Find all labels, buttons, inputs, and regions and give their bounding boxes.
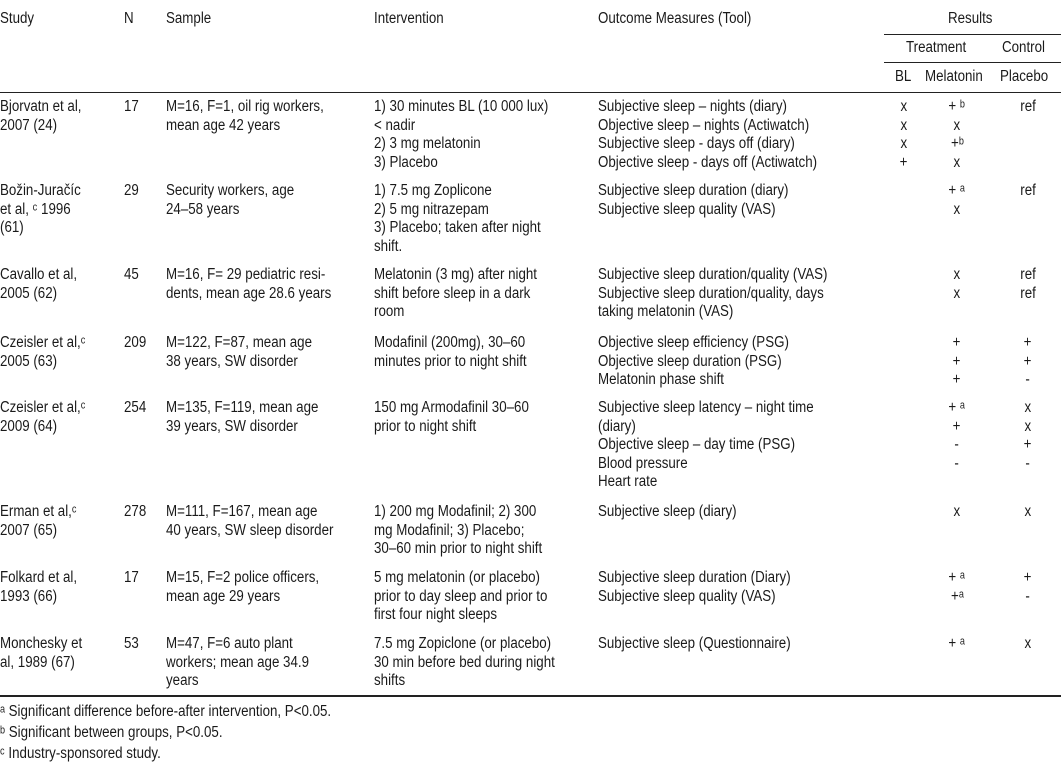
footnote-b: ᵇ Significant between groups, P<0.05. xyxy=(0,724,223,741)
header-results: Results xyxy=(948,10,993,27)
sample-line: M=122, F=87, mean age xyxy=(166,334,312,351)
intervention-line: 150 mg Armodafinil 30–60 xyxy=(374,399,529,416)
result-control-line: ref xyxy=(1020,266,1036,283)
n-value: 53 xyxy=(124,635,139,652)
intervention-line: 7.5 mg Zopiclone (or placebo) xyxy=(374,635,552,652)
study-line: Monchesky et xyxy=(0,635,83,652)
result-control-line xyxy=(988,201,1061,220)
sample-line: M=15, F=2 police officers, xyxy=(166,569,320,586)
header-intervention: Intervention xyxy=(374,10,444,27)
result-control-line: x xyxy=(1024,503,1032,520)
study-line: Folkard et al, xyxy=(0,569,78,586)
outcome-line: Subjective sleep (Questionnaire) xyxy=(598,635,791,652)
n-value: 278 xyxy=(124,503,147,520)
outcome-line: Subjective sleep latency – night time xyxy=(598,399,814,416)
intervention-line: Melatonin (3 mg) after night xyxy=(374,266,538,283)
study-line: 2005 (63) xyxy=(0,352,58,370)
outcome-line: Objective sleep efficiency (PSG) xyxy=(598,334,789,351)
result-melatonin-line: x xyxy=(953,284,961,302)
sample-line: 40 years, SW sleep disorder xyxy=(166,521,334,539)
intervention-line: 30–60 min prior to night shift xyxy=(374,540,543,557)
outcome-line: Subjective sleep - days off (diary) xyxy=(598,135,795,152)
result-control-line xyxy=(988,117,1061,136)
result-bl-line: x xyxy=(900,116,908,134)
result-control-line: ref xyxy=(1020,182,1036,199)
result-melatonin-line: + xyxy=(953,334,961,351)
sample-line: M=16, F=1, oil rig workers, xyxy=(166,98,324,115)
outcome-line: Heart rate xyxy=(598,473,658,490)
intervention-line: Modafinil (200mg), 30–60 xyxy=(374,334,526,351)
result-control-line: - xyxy=(1025,371,1031,388)
result-melatonin-line: x xyxy=(953,503,961,520)
result-control-line: - xyxy=(1025,454,1031,472)
sample-line: Security workers, age xyxy=(166,182,295,199)
outcome-line: Objective sleep - days off (Actiwatch) xyxy=(598,153,818,171)
result-control-line: x xyxy=(1024,635,1032,652)
n-value: 17 xyxy=(124,569,139,586)
result-melatonin-line: - xyxy=(954,454,960,472)
sample-line: 38 years, SW disorder xyxy=(166,352,298,370)
intervention-line: 1) 200 mg Modafinil; 2) 300 xyxy=(374,503,537,520)
sample-line: years xyxy=(166,672,199,689)
header-study: Study xyxy=(0,10,35,27)
outcome-line: Blood pressure xyxy=(598,454,688,472)
result-melatonin-line: x xyxy=(953,266,961,283)
result-control-line xyxy=(988,154,1061,173)
study-line: al, 1989 (67) xyxy=(0,653,75,671)
study-line: 2009 (64) xyxy=(0,417,58,435)
header-treatment: Treatment xyxy=(906,39,967,56)
outcome-line: taking melatonin (VAS) xyxy=(598,303,734,320)
outcome-line: (diary) xyxy=(598,417,636,435)
result-control-line: ref xyxy=(1020,98,1036,115)
intervention-line: shift before sleep in a dark xyxy=(374,284,531,302)
result-control-line: ref xyxy=(1020,284,1036,302)
intervention-line: 5 mg melatonin (or placebo) xyxy=(374,569,540,586)
outcome-line: Subjective sleep – nights (diary) xyxy=(598,98,787,115)
intervention-line: 3) Placebo xyxy=(374,153,438,171)
result-melatonin-line: + xyxy=(953,417,961,435)
result-control-line xyxy=(988,135,1061,154)
sample-line: 39 years, SW disorder xyxy=(166,417,298,435)
study-line: Czeisler et al,ᶜ xyxy=(0,399,86,416)
result-melatonin-line: + ᵇ xyxy=(948,98,966,115)
header-placebo: Placebo xyxy=(1000,68,1049,85)
outcome-line: Objective sleep – day time (PSG) xyxy=(598,436,796,453)
intervention-line: prior to day sleep and prior to xyxy=(374,587,548,605)
intervention-line: 2) 5 mg nitrazepam xyxy=(374,200,489,218)
outcome-line: Subjective sleep quality (VAS) xyxy=(598,200,776,218)
result-melatonin-line: x xyxy=(953,200,961,218)
header-outcome: Outcome Measures (Tool) xyxy=(598,10,752,27)
sample-line: mean age 29 years xyxy=(166,587,281,605)
result-melatonin-line: + xyxy=(953,371,961,388)
result-control-line: x xyxy=(1024,399,1032,416)
result-bl-line: x xyxy=(900,98,908,115)
outcome-line: Subjective sleep duration/quality (VAS) xyxy=(598,266,828,283)
n-value: 209 xyxy=(124,334,147,351)
header-bottom-rule xyxy=(0,92,1061,93)
subheader-rule xyxy=(884,62,1061,63)
study-line: Božin-Juračíc xyxy=(0,182,81,199)
result-melatonin-line: + ᵃ xyxy=(948,635,966,652)
study-line: Bjorvatn et al, xyxy=(0,98,82,115)
outcome-line: Subjective sleep duration (Diary) xyxy=(598,569,791,586)
outcome-line: Objective sleep duration (PSG) xyxy=(598,352,782,370)
result-melatonin-line: +ᵇ xyxy=(950,135,964,152)
results-rule xyxy=(884,34,1061,35)
intervention-line: prior to night shift xyxy=(374,417,477,435)
study-line: Cavallo et al, xyxy=(0,266,78,283)
intervention-line: shifts xyxy=(374,672,406,689)
footnote-c: ᶜ Industry-sponsored study. xyxy=(0,745,161,762)
result-melatonin-line xyxy=(917,473,997,492)
sample-line: M=135, F=119, mean age xyxy=(166,399,319,416)
result-bl-line: x xyxy=(900,135,908,152)
result-control-line: + xyxy=(1024,569,1032,586)
intervention-line: room xyxy=(374,303,405,320)
result-melatonin-line: + xyxy=(953,352,961,370)
outcome-line: Subjective sleep (diary) xyxy=(598,503,737,520)
sample-line: 24–58 years xyxy=(166,200,240,218)
header-bl: BL xyxy=(895,68,912,85)
study-line: 2007 (65) xyxy=(0,521,58,539)
header-n: N xyxy=(124,10,134,27)
result-melatonin-line: +ᵃ xyxy=(950,587,964,605)
result-melatonin-line: + ᵃ xyxy=(948,182,966,199)
sample-line: M=111, F=167, mean age xyxy=(166,503,318,520)
study-line: 2005 (62) xyxy=(0,284,58,302)
result-bl-line: + xyxy=(900,153,908,171)
table-bottom-rule xyxy=(0,695,1061,697)
study-line: et al, ᶜ 1996 xyxy=(0,200,71,218)
sample-line: M=16, F= 29 pediatric resi- xyxy=(166,266,326,283)
header-melatonin: Melatonin xyxy=(925,68,983,85)
study-line: Czeisler et al,ᶜ xyxy=(0,334,86,351)
sample-line: mean age 42 years xyxy=(166,116,281,134)
result-control-line xyxy=(988,303,1061,322)
intervention-line: 1) 30 minutes BL (10 000 lux) xyxy=(374,98,549,115)
outcome-line: Subjective sleep duration (diary) xyxy=(598,182,789,199)
outcome-line: Objective sleep – nights (Actiwatch) xyxy=(598,116,810,134)
intervention-line: first four night sleeps xyxy=(374,606,497,623)
outcome-line: Subjective sleep quality (VAS) xyxy=(598,587,776,605)
result-control-line: x xyxy=(1024,417,1032,435)
result-melatonin-line: - xyxy=(954,436,960,453)
sample-line: M=47, F=6 auto plant xyxy=(166,635,293,652)
study-line: 2007 (24) xyxy=(0,116,58,134)
result-melatonin-line: + ᵃ xyxy=(948,399,966,416)
result-melatonin-line: x xyxy=(953,116,961,134)
study-line: 1993 (66) xyxy=(0,587,58,605)
sample-line: workers; mean age 34.9 xyxy=(166,653,310,671)
outcome-line: Melatonin phase shift xyxy=(598,371,724,388)
outcome-line: Subjective sleep duration/quality, days xyxy=(598,284,824,302)
sample-line: dents, mean age 28.6 years xyxy=(166,284,332,302)
result-melatonin-line: x xyxy=(953,153,961,171)
result-melatonin-line xyxy=(917,303,997,322)
intervention-line: mg Modafinil; 3) Placebo; xyxy=(374,521,525,539)
intervention-line: 3) Placebo; taken after night xyxy=(374,219,541,236)
intervention-line: shift. xyxy=(374,237,403,255)
intervention-line: 30 min before bed during night xyxy=(374,653,555,671)
result-control-line: + xyxy=(1024,352,1032,370)
study-line: Erman et al,ᶜ xyxy=(0,503,77,520)
n-value: 29 xyxy=(124,182,139,199)
intervention-line: 2) 3 mg melatonin xyxy=(374,135,481,152)
header-sample: Sample xyxy=(166,10,212,27)
study-line: (61) xyxy=(0,219,24,236)
intervention-line: < nadir xyxy=(374,116,416,134)
result-control-line: - xyxy=(1025,587,1031,605)
result-control-line xyxy=(988,473,1061,492)
result-control-line: + xyxy=(1024,334,1032,351)
result-control-line: + xyxy=(1024,436,1032,453)
intervention-line: 1) 7.5 mg Zoplicone xyxy=(374,182,492,199)
header-control: Control xyxy=(1002,39,1045,56)
result-melatonin-line: + ᵃ xyxy=(948,569,966,586)
n-value: 45 xyxy=(124,266,139,283)
n-value: 254 xyxy=(124,399,147,416)
footnote-a: ᵃ Significant difference before-after intervention, P<0.05. xyxy=(0,703,332,720)
intervention-line: minutes prior to night shift xyxy=(374,352,527,370)
n-value: 17 xyxy=(124,98,139,115)
